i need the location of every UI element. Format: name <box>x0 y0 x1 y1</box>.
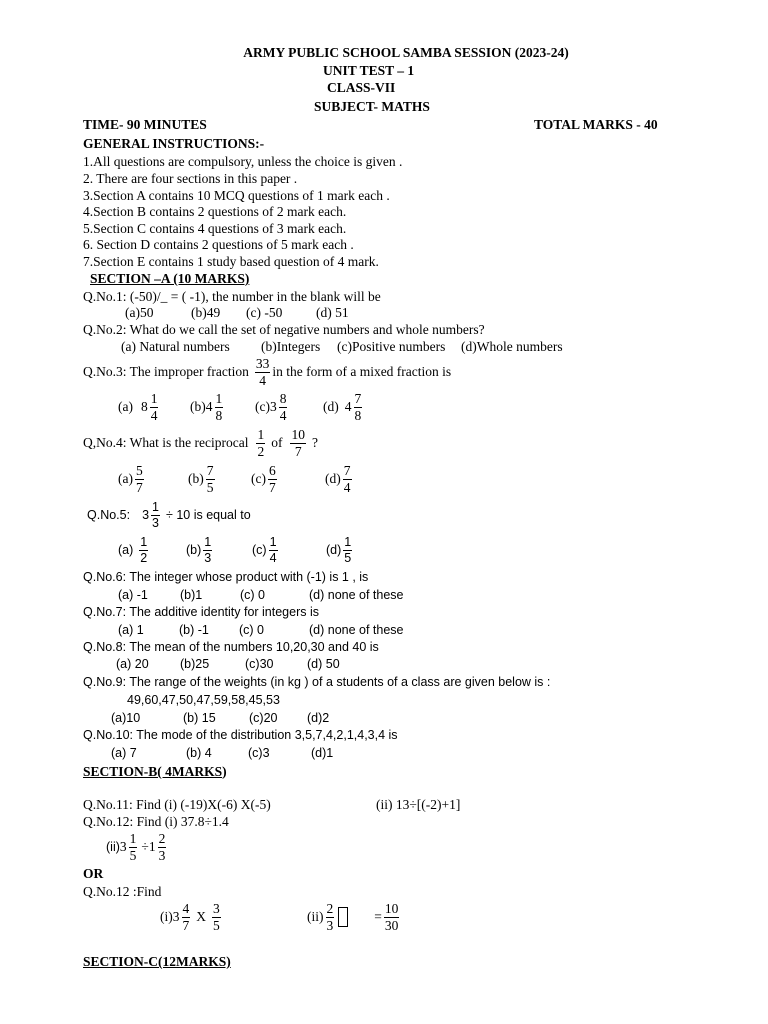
q5-option-a-num: 1 <box>140 535 148 549</box>
section-b-title-text: SECTION-B( 4MARKS <box>83 764 223 779</box>
q4-option-d-num: 7 <box>343 463 351 478</box>
q1-option-b: (b)49 <box>191 305 221 320</box>
q5-option-a-label: (a) <box>118 542 134 557</box>
q7-option-c: (c) 0 <box>239 623 264 637</box>
q3-option-a-den: 4 <box>150 407 158 423</box>
blank-box-icon <box>338 907 348 927</box>
q5-option-d <box>326 533 354 567</box>
q9-option-c: (c)20 <box>249 711 278 725</box>
question-6: Q.No.6: The integer whose product with (-1) is 1 , is <box>83 570 369 584</box>
q3-option-a-num: 1 <box>150 391 158 406</box>
q2-option-d: (d)Whole numbers <box>461 339 563 354</box>
instruction-item: 7.Section E contains 1 study based question of 4 mark. <box>83 254 379 269</box>
q1-option-a: (a)50 <box>125 305 154 320</box>
q3-text-pre: Q.No.3: The improper fraction <box>83 364 249 380</box>
q3-option-a-whole: 8 <box>140 399 148 415</box>
question-4 <box>83 426 318 460</box>
q3-option-a-label: (a) <box>118 399 133 415</box>
q12-alt-ii-label: (ii) <box>307 909 324 925</box>
instructions-title: GENERAL INSTRUCTIONS:- <box>83 136 265 151</box>
q5-whole: 3 <box>142 507 150 522</box>
q3-option-c-den: 4 <box>279 407 287 423</box>
q12-b-whole: 1 <box>148 839 156 855</box>
q4-f1-den: 2 <box>257 443 265 459</box>
q12-a-num: 1 <box>129 831 137 846</box>
q4-text-post: ? <box>311 435 318 451</box>
q8-option-d: (d) 50 <box>307 657 340 671</box>
q9-option-b: (b) 15 <box>183 711 216 725</box>
section-b-title-end: ) <box>222 764 227 779</box>
q6-option-a: (a) -1 <box>118 588 148 602</box>
q3-option-b-label: (b) <box>190 399 206 415</box>
q4-option-c-num: 6 <box>268 463 276 478</box>
q4-option-c-den: 7 <box>268 479 276 495</box>
q5-option-d-den: 5 <box>344 550 352 565</box>
q6-option-b: (b)1 <box>180 588 203 602</box>
q4-fraction-2 <box>290 428 306 458</box>
q5-option-c-num: 1 <box>269 535 277 549</box>
q12-alt-i-num2: 3 <box>213 901 220 916</box>
q4-text-pre: Q,No.4: What is the reciprocal <box>83 435 249 451</box>
q5-num: 1 <box>152 500 159 514</box>
q5-option-d-label: (d) <box>326 542 342 557</box>
q12-alt-i-num: 4 <box>182 901 190 916</box>
test-title: UNIT TEST – 1 <box>323 63 415 78</box>
question-12: Q.No.12: Find (i) 37.8÷1.4 <box>83 814 229 829</box>
q7-option-d: (d) none of these <box>309 623 404 637</box>
instruction-item: 6. Section D contains 2 questions of 5 mark each . <box>83 237 354 252</box>
q4-text-mid: of <box>271 435 283 451</box>
school-title: ARMY PUBLIC SCHOOL SAMBA SESSION (2023-24) <box>243 45 569 60</box>
q4-f1-num: 1 <box>257 427 265 442</box>
instruction-item: 2. There are four sections in this paper . <box>83 171 298 186</box>
q12-alt-ii-equals: = <box>374 909 382 925</box>
q4-option-c-label: (c) <box>251 471 266 487</box>
q12-alt-i-label: (i) <box>160 909 173 925</box>
q3-option-c-num: 8 <box>279 391 287 406</box>
q4-option-a-label: (a) <box>118 471 133 487</box>
q12-alt-part-i <box>160 900 223 934</box>
q3-option-b-num: 1 <box>215 391 223 406</box>
q4-option-b-label: (b) <box>188 471 204 487</box>
q3-option-c <box>255 390 289 424</box>
q3-denominator: 4 <box>259 372 266 388</box>
q5-option-b-label: (b) <box>186 542 202 557</box>
q3-option-c-whole: 3 <box>269 399 277 415</box>
q3-option-d-den: 8 <box>354 407 362 423</box>
q4-option-b-den: 5 <box>206 479 214 495</box>
question-12-alt: Q.No.12 :Find <box>83 884 162 899</box>
q3-option-d-whole: 4 <box>344 399 352 415</box>
q4-option-d-den: 4 <box>343 479 351 495</box>
instruction-item: 5.Section C contains 4 questions of 3 mark each. <box>83 221 347 236</box>
q12-alt-i-operator: X <box>196 909 206 925</box>
q3-text-post: in the form of a mixed fraction is <box>272 364 452 380</box>
q3-option-c-label: (c) <box>255 399 270 415</box>
section-b-title <box>83 765 227 779</box>
q3-fraction <box>255 357 271 387</box>
q9-data: 49,60,47,50,47,59,58,45,53 <box>127 693 280 707</box>
section-a-title: SECTION –A (10 MARKS) <box>90 271 250 286</box>
q5-text-post: ÷ 10 is equal to <box>165 507 251 522</box>
q4-option-d-label: (d) <box>325 471 341 487</box>
q4-option-c <box>251 462 279 496</box>
q5-option-a <box>118 533 150 567</box>
q3-option-a <box>118 390 160 424</box>
q12-b-den: 3 <box>158 847 166 863</box>
q3-numerator: 33 <box>255 356 270 371</box>
section-c-title: SECTION-C(12MARKS) <box>83 954 231 969</box>
q12-a-den: 5 <box>129 847 137 863</box>
q6-option-d: (d) none of these <box>309 588 404 602</box>
q10-option-b: (b) 4 <box>186 746 212 760</box>
q4-fraction-1 <box>256 428 265 458</box>
question-11: Q.No.11: Find (i) (-19)X(-6) X(-5) <box>83 797 271 812</box>
q12-alt-i-whole: 3 <box>172 909 180 925</box>
q6-option-c: (c) 0 <box>240 588 265 602</box>
question-12-part-ii <box>106 830 168 864</box>
q12-alt-ii-num2: 10 <box>384 901 399 916</box>
q12-alt-ii-den: 3 <box>326 917 334 933</box>
q10-option-d: (d)1 <box>311 746 334 760</box>
question-11-part-ii: (ii) 13÷[(-2)+1] <box>376 797 461 812</box>
class-title: CLASS-VII <box>327 80 396 95</box>
instruction-item: 1.All questions are compulsory, unless the choice is given . <box>83 154 403 169</box>
q2-option-c: (c)Positive numbers <box>337 339 446 354</box>
q12-alt-i-den2: 5 <box>213 917 220 933</box>
q8-option-a: (a) 20 <box>116 657 149 671</box>
q3-option-b <box>190 390 225 424</box>
q4-option-a <box>118 462 146 496</box>
q3-option-b-whole: 4 <box>205 399 213 415</box>
q1-option-c: (c) -50 <box>246 305 283 320</box>
q9-option-d: (d)2 <box>307 711 330 725</box>
q4-f2-den: 7 <box>294 443 302 459</box>
question-3 <box>83 355 451 389</box>
q4-option-a-den: 7 <box>135 479 143 495</box>
question-2: Q.No.2: What do we call the set of negative numbers and whole numbers? <box>83 322 485 337</box>
or-label: OR <box>83 866 104 881</box>
q5-option-c-den: 4 <box>269 550 277 565</box>
q4-f2-num: 10 <box>291 427 305 442</box>
q7-option-a: (a) 1 <box>118 623 144 637</box>
q3-option-b-den: 8 <box>215 407 223 423</box>
q12-operator: ÷ <box>141 839 149 855</box>
q1-option-d: (d) 51 <box>316 305 349 320</box>
question-9: Q.No.9: The range of the weights (in kg ) of a students of a class are given below is : <box>83 675 551 689</box>
total-marks-label: TOTAL MARKS - 40 <box>534 117 658 132</box>
q12-alt-ii-num: 2 <box>326 901 334 916</box>
q5-option-c <box>252 533 280 567</box>
q4-option-b-num: 7 <box>206 463 214 478</box>
q5-den: 3 <box>152 515 159 530</box>
q3-option-d-num: 7 <box>354 391 362 406</box>
q2-option-a: (a) Natural numbers <box>121 339 230 354</box>
q8-option-b: (b)25 <box>180 657 210 671</box>
q2-option-b: (b)Integers <box>261 339 321 354</box>
q4-option-a-num: 5 <box>135 463 143 478</box>
question-5 <box>87 498 251 532</box>
q5-option-b <box>186 533 214 567</box>
q7-option-b: (b) -1 <box>179 623 209 637</box>
q4-option-b <box>188 462 217 496</box>
q8-option-c: (c)30 <box>245 657 274 671</box>
q12-alt-ii-den2: 30 <box>384 917 399 933</box>
q9-option-a: (a)10 <box>111 711 141 725</box>
q3-option-d <box>323 390 364 424</box>
q12-ii-label: (ii) <box>106 839 120 854</box>
q5-option-d-num: 1 <box>344 535 352 549</box>
question-7: Q.No.7: The additive identity for integers is <box>83 605 319 619</box>
instruction-item: 4.Section B contains 2 questions of 2 mark each. <box>83 204 347 219</box>
question-10: Q.No.10: The mode of the distribution 3,5,7,4,2,1,4,3,4 is <box>83 728 398 742</box>
q5-option-c-label: (c) <box>252 542 267 557</box>
q5-text-pre: Q.No.5: <box>87 507 131 522</box>
instruction-item: 3.Section A contains 10 MCQ questions of 1 mark each . <box>83 188 390 203</box>
question-8: Q.No.8: The mean of the numbers 10,20,30 and 40 is <box>83 640 379 654</box>
q5-option-a-den: 2 <box>140 550 148 565</box>
q12-a-whole: 3 <box>119 839 127 855</box>
subject-title: SUBJECT- MATHS <box>314 99 430 114</box>
q3-option-d-label: (d) <box>323 399 339 415</box>
q10-option-a: (a) 7 <box>111 746 137 760</box>
q12-alt-part-ii <box>307 900 401 934</box>
q4-option-d <box>325 462 354 496</box>
question-1: Q.No.1: (-50)/_ = ( -1), the number in the blank will be <box>83 289 381 304</box>
time-label: TIME- 90 MINUTES <box>83 117 207 132</box>
q5-option-b-num: 1 <box>204 535 212 549</box>
q5-option-b-den: 3 <box>204 550 212 565</box>
q10-option-c: (c)3 <box>248 746 270 760</box>
q12-alt-i-den: 7 <box>182 917 190 933</box>
q12-b-num: 2 <box>158 831 166 846</box>
